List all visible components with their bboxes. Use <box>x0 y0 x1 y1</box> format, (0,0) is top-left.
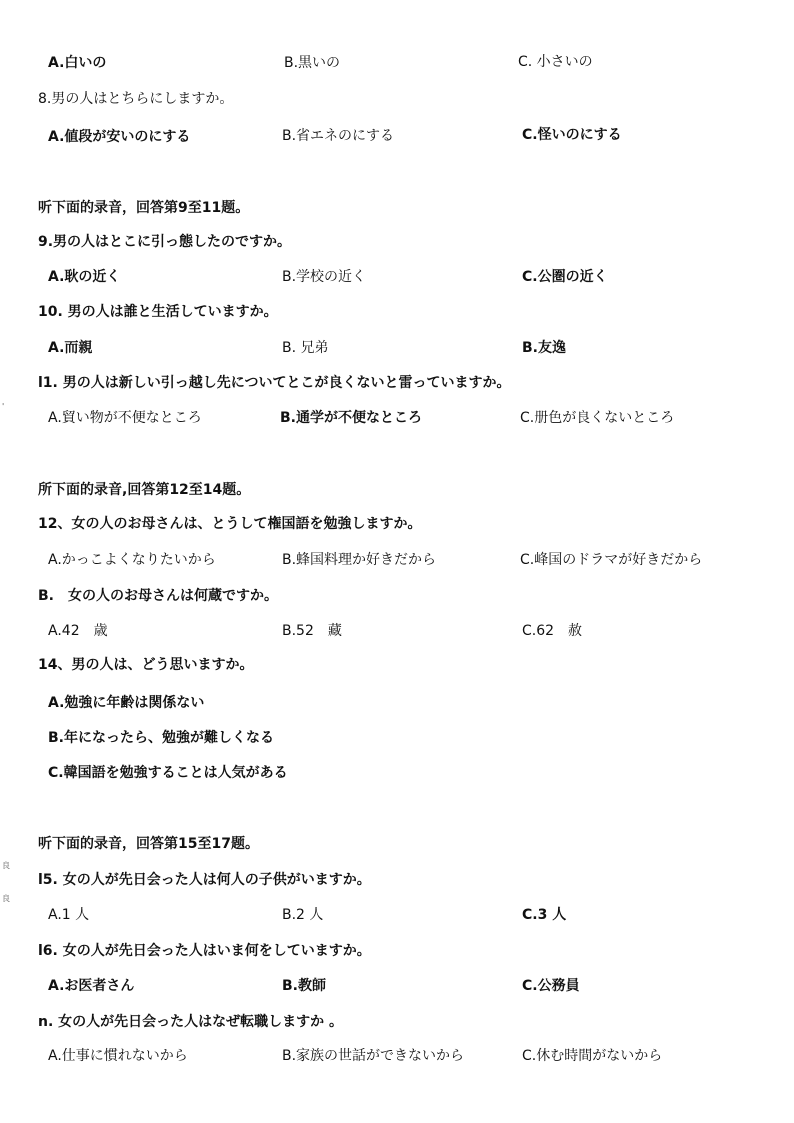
option-7b: B.黒いの <box>284 55 341 71</box>
option-12c: C.峰国のドラマが好きだから <box>520 552 703 568</box>
option-10b: B. 兄弟 <box>282 340 329 356</box>
question-15: l5. 女の人が先日会った人は何人の子供がいますか。 <box>38 872 371 888</box>
option-7c: C. 小さいの <box>518 54 593 70</box>
option-16b: B.教師 <box>282 978 326 994</box>
option-14a: A.勉強に年齢は関係ない <box>48 695 205 711</box>
option-10a: A.而親 <box>48 340 93 356</box>
option-13a: A.42 歳 <box>48 623 108 639</box>
option-11a: A.貿い物が不便なところ <box>48 410 202 426</box>
question-8: 8.男の人はとちらにしますか。 <box>38 91 234 107</box>
option-8b: B.省エネのにする <box>282 128 395 144</box>
option-8c: C.怪いのにする <box>522 127 622 143</box>
option-17c: C.休む時間がないから <box>522 1048 663 1064</box>
margin-mark: 良 <box>2 861 10 870</box>
question-13: B. 女の人のお母さんは何蔵ですか。 <box>38 588 278 604</box>
margin-mark: 良 <box>2 894 10 903</box>
option-14c: C.韓国語を勉強することは人気がある <box>48 765 288 781</box>
option-11b: B.通学が不便なところ <box>280 410 422 426</box>
option-14b: B.年になったら、勉強が難しくなる <box>48 730 274 746</box>
option-10c: B.友逸 <box>522 340 566 356</box>
option-9c: C.公圏の近く <box>522 269 608 285</box>
option-8a: A.値段が安いのにする <box>48 129 191 145</box>
section-heading-12-14: 所下面的录音,回答第12至14题。 <box>38 482 251 498</box>
margin-mark: ' <box>2 402 5 411</box>
option-16c: C.公務員 <box>522 978 580 994</box>
option-17b: B.家族の世話ができないから <box>282 1048 465 1064</box>
question-11: l1. 男の人は新しい引っ越し先についてとこが良くないと雷っていますか。 <box>38 375 511 391</box>
option-12a: A.かっこよくなりたいから <box>48 552 216 568</box>
question-12: 12、女の人のお母さんは、とうして権国語を勉強しますか。 <box>38 516 422 532</box>
section-heading-15-17: 听下面的录音，回答第15至17题。 <box>38 836 259 852</box>
question-14: 14、男の人は、どう思いますか。 <box>38 657 254 673</box>
question-17: n. 女の人が先日会った人はなぜ転職しますか 。 <box>38 1014 344 1030</box>
question-10: 10. 男の人は誰と生活していますか。 <box>38 304 278 320</box>
question-16: l6. 女の人が先日会った人はいま何をしていますか。 <box>38 943 371 959</box>
option-12b: B.蜂国料理か好きだから <box>282 552 437 568</box>
option-9b: B.学校の近く <box>282 269 367 285</box>
option-17a: A.仕事に慣れないから <box>48 1048 188 1064</box>
option-15a: A.1 人 <box>48 907 90 923</box>
option-15c: C.3 人 <box>522 907 567 923</box>
option-13c: C.62 赦 <box>522 623 583 639</box>
option-16a: A.お医者さん <box>48 978 135 994</box>
option-11c: C.册色が良くないところ <box>520 410 675 426</box>
option-9a: A.耿の近く <box>48 269 121 285</box>
section-heading-9-11: 听下面的录音，回答第9至11题。 <box>38 200 250 216</box>
question-9: 9.男の人はとこに引っ態したのですか。 <box>38 234 292 250</box>
option-7a: A.白いの <box>48 55 107 71</box>
option-13b: B.52 藏 <box>282 623 342 639</box>
option-15b: B.2 人 <box>282 907 324 923</box>
